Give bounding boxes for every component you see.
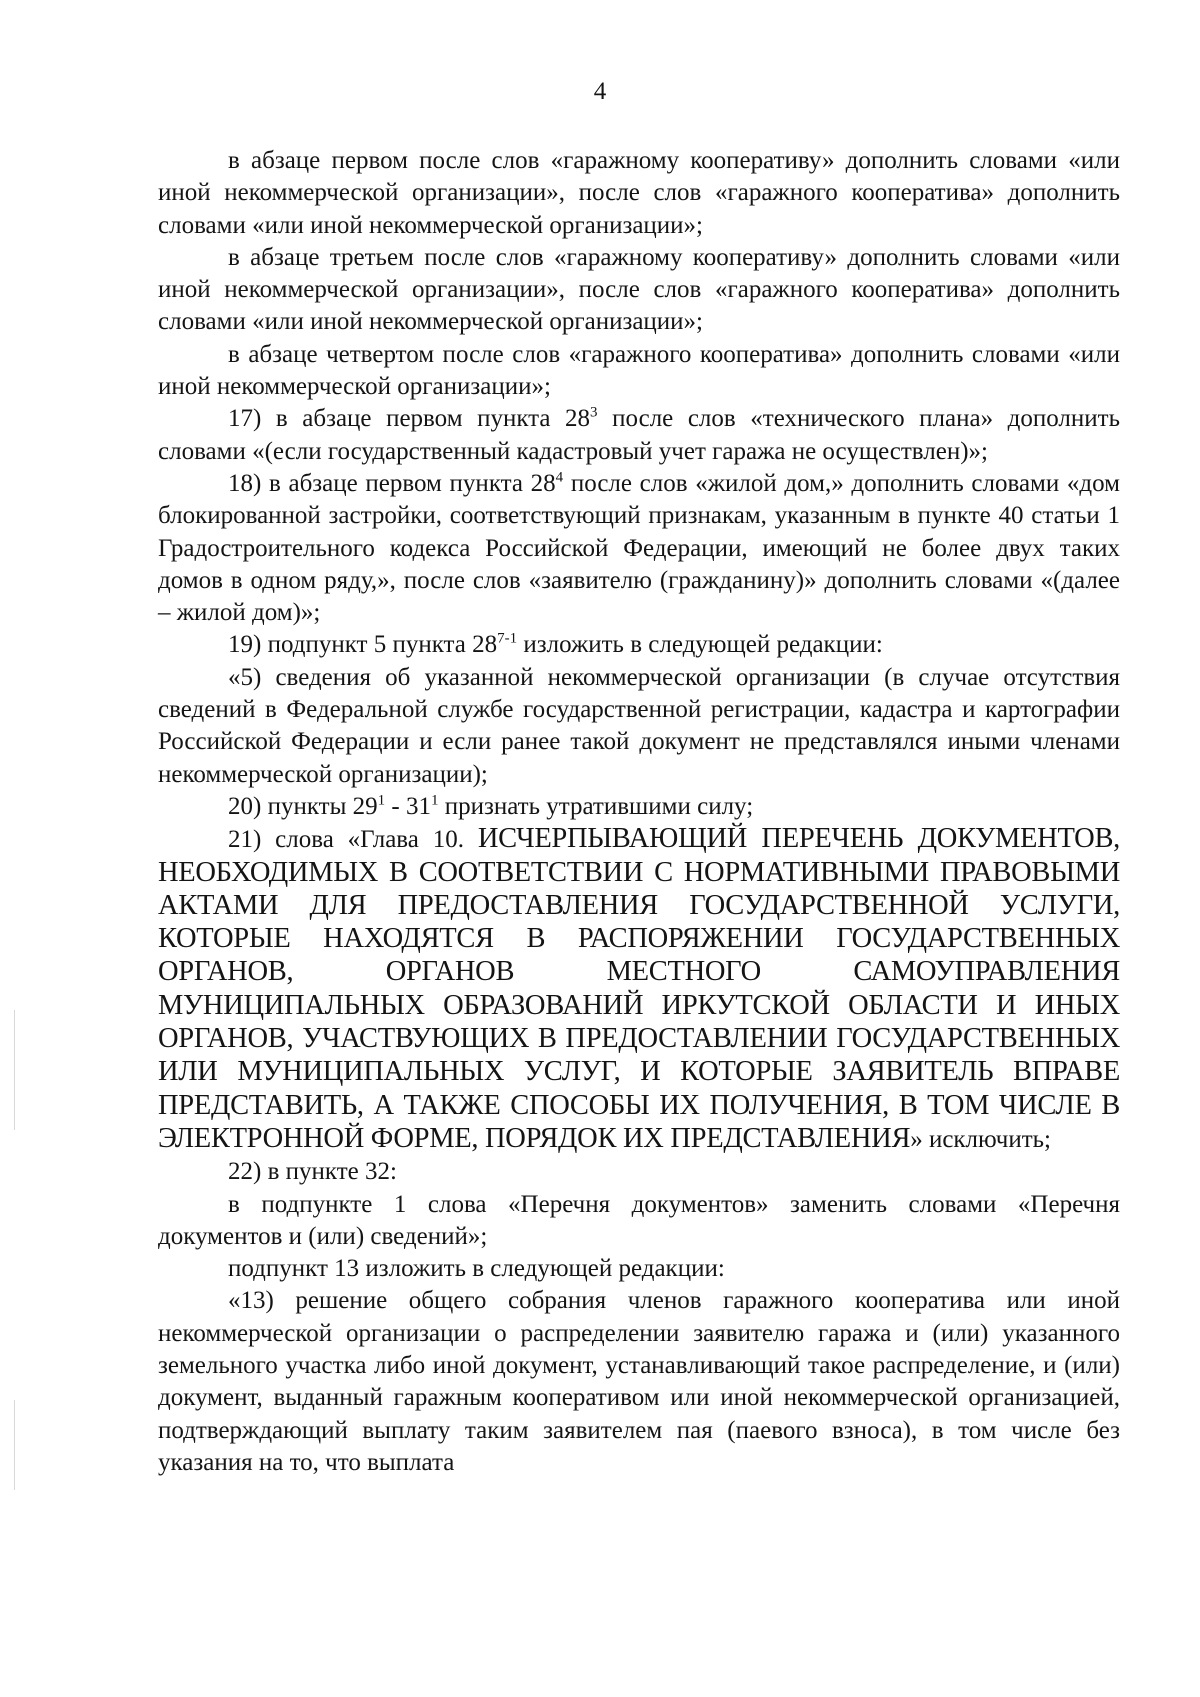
paragraph-item-20: 20) пункты $29^1 - 31^1$ признать утратившими силу; xyxy=(228,792,754,820)
paragraph-item-21: 21) слова «Глава 10. ИСЧЕРПЫВАЮЩИЙ ПЕРЕЧЕНЬ ДОКУМЕНТОВ, НЕОБХОДИМЫХ В СООТВЕТСТВИИ С НОРМАТИВНЫМИ ПРАВОВЫМИ АКТАМИ ДЛЯ ПРЕДОСТАВЛЕНИЯ ГОСУДАРСТВЕННОЙ УСЛУГИ, КОТОРЫЕ НАХОДЯТСЯ В РАСПОРЯЖЕНИИ ГОСУДАРСТВЕННЫХ ОРГАНОВ, ОРГАНОВ МЕСТНОГО САМОУПРАВЛЕНИЯ МУНИЦИПАЛЬНЫХ ОБРАЗОВАНИЙ ИРКУТСКОЙ ОБЛАСТИ И ИНЫХ ОРГАНОВ, УЧАСТВУЮЩИХ В ПРЕДОСТАВЛЕНИИ ГОСУДАРСТВЕННЫХ ИЛИ МУНИЦИПАЛЬНЫХ УСЛУГ, И КОТОРЫЕ ЗАЯВИТЕЛЬ ВПРАВЕ ПРЕДСТАВИТЬ, А ТАКЖЕ СПОСОБЫ ИХ ПОЛУЧЕНИЯ, В ТОМ ЧИСЛЕ В ЭЛЕКТРОННОЙ ФОРМЕ, ПОРЯДОК ИХ ПРЕДСТАВЛЕНИЯ» исключить; xyxy=(158,823,1127,1154)
scan-edge-mark xyxy=(14,1010,15,1130)
superscript: 4 xyxy=(555,469,564,486)
document-body xyxy=(158,145,1127,1479)
paragraph: в абзаце первом после слов «гаражному кооперативу» дополнить словами «или иной некоммерческой организации», после слов «гаражного кооператива» дополнить словами «или иной некоммерческой организации»; xyxy=(158,147,1127,239)
chapter-heading-quote: ИСЧЕРПЫВАЮЩИЙ ПЕРЕЧЕНЬ ДОКУМЕНТОВ, НЕОБХОДИМЫХ В СООТВЕТСТВИИ С НОРМАТИВНЫМИ ПРАВОВЫМИ АКТАМИ ДЛЯ ПРЕДОСТАВЛЕНИЯ ГОСУДАРСТВЕННОЙ УСЛУГИ, КОТОРЫЕ НАХОДЯТСЯ В РАСПОРЯЖЕНИИ ГОСУДАРСТВЕННЫХ ОРГАНОВ, ОРГАНОВ МЕСТНОГО САМОУПРАВЛЕНИЯ МУНИЦИПАЛЬНЫХ ОБРАЗОВАНИЙ ИРКУТСКОЙ ОБЛАСТИ И ИНЫХ ОРГАНОВ, УЧАСТВУЮЩИХ В ПРЕДОСТАВЛЕНИИ ГОСУДАРСТВЕННЫХ ИЛИ МУНИЦИПАЛЬНЫХ УСЛУГ, И КОТОРЫЕ ЗАЯВИТЕЛЬ ВПРАВЕ ПРЕДСТАВИТЬ, А ТАКЖЕ СПОСОБЫ ИХ ПОЛУЧЕНИЯ, В ТОМ ЧИСЛЕ В ЭЛЕКТРОННОЙ ФОРМЕ, ПОРЯДОК ИХ ПРЕДСТАВЛЕНИЯ xyxy=(158,823,1127,1154)
paragraph-item-22: 22) в пункте 32: xyxy=(228,1158,397,1186)
paragraph-item-19: 19) подпункт 5 пункта 28$^{7-1}$ изложить в следующей редакции: xyxy=(228,631,883,659)
paragraph-item-18: 18) в абзаце первом пункта $28^4$ после слов «жилой дом,» дополнить словами «дом блокированной застройки, соответствующий признакам, указанным в пункте 40 статьи 1 Градостроительного кодекса Российской Федерации, имеющий не более двух таких домов в одном ряду,», после слов «заявителю (гражданину)» дополнить словами «(далее – жилой дом)»; xyxy=(158,469,1127,627)
paragraph: в подпункте 1 слова «Перечня документов» заменить словами «Перечня документов и (или) сведений»; xyxy=(158,1190,1127,1250)
superscript: 1 xyxy=(430,792,439,809)
superscript: 1 xyxy=(377,792,386,809)
paragraph: в абзаце четвертом после слов «гаражного кооператива» дополнить словами «или иной некоммерческой организации»; xyxy=(158,340,1127,401)
paragraph: в абзаце третьем после слов «гаражному кооперативу» дополнить словами «или иной некоммерческой организации», после слов «гаражного кооператива» дополнить словами «или иной некоммерческой организации»; xyxy=(158,243,1127,336)
page-number: 4 xyxy=(593,78,607,105)
paragraph: «5) сведения об указанной некоммерческой организации (в случае отсутствия сведений в Федеральной службе государственной регистрации, кадастра и картографии Российской Федерации и если ранее такой документ не представлялся иными членами некоммерческой организации); xyxy=(158,663,1127,788)
superscript: 3 xyxy=(590,405,598,422)
paragraph: «13) решение общего собрания членов гаражного кооператива или иной некоммерческой организации о распределении заявителю гаража и (или) указанного земельного участка либо иной документ, устанавливающий такое распределение, и (или) документ, выданный гаражным кооперативом или иной некоммерческой организацией, подтверждающий выплату таким заявителем пая (паевого взноса), в том числе без указания на то, что выплата xyxy=(158,1287,1127,1476)
paragraph-item-17: 17) в абзаце первом пункта $28^3$ после слов «технического плана» дополнить словами «(если государственный кадастровый учет гаража не осуществлен)»; xyxy=(158,405,1127,465)
superscript: 7-1 xyxy=(497,631,518,648)
scan-edge-mark xyxy=(14,1400,15,1490)
paragraph: подпункт 13 изложить в следующей редакции: xyxy=(228,1255,725,1283)
